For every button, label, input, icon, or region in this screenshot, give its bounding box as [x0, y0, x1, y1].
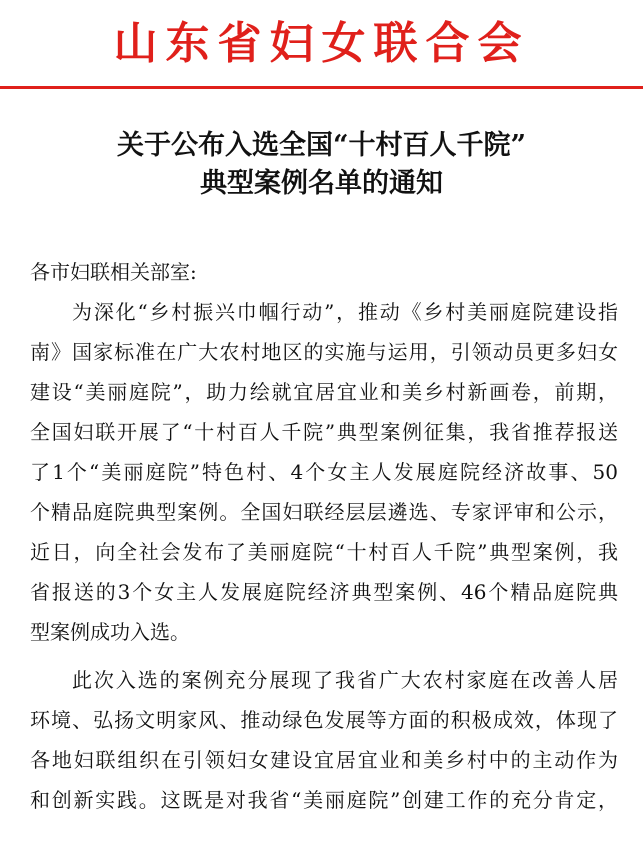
paragraph-line: 建设“美丽庭院”，助力绘就宜居宜业和美乡村新画卷，前期，	[30, 380, 618, 404]
paragraph-line: 为深化“乡村振兴巾帼行动”，推动《乡村美丽庭院建设指	[72, 300, 618, 324]
paragraph-line: 省报送的3个女主人发展庭院经济典型案例、46个精品庭院典	[30, 580, 618, 604]
paragraph-line: 环境、弘扬文明家风、推动绿色发展等方面的积极成效，体现了	[30, 708, 618, 732]
document-title-line-1: 关于公布入选全国“十村百人千院”	[116, 130, 527, 161]
paragraph-line: 各地妇联组织在引领妇女建设宜居宜业和美乡村中的主动作为	[30, 748, 618, 772]
paragraph-line: 型案例成功入选。	[30, 620, 190, 644]
paragraph-line: 此次入选的案例充分展现了我省广大农村家庭在改善人居	[72, 668, 618, 692]
letterhead-org-name: 山东省妇女联合会	[113, 18, 530, 69]
paragraph-line: 了1个“美丽庭院”特色村、4个女主人发展庭院经济故事、50	[30, 460, 618, 484]
paragraph-line: 南》国家标准在广大农村地区的实施与运用，引领动员更多妇女	[30, 340, 618, 364]
salutation: 各市妇联相关部室:	[30, 260, 197, 284]
paragraph-line: 和创新实践。这既是对我省“美丽庭院”创建工作的充分肯定，	[30, 788, 618, 812]
paragraph-line: 个精品庭院典型案例。全国妇联经层层遴选、专家评审和公示，	[30, 500, 618, 524]
document-title-line-2: 典型案例名单的通知	[200, 168, 443, 199]
paragraph-line: 全国妇联开展了“十村百人千院”典型案例征集，我省推荐报送	[30, 420, 618, 444]
paragraph-line: 近日，向全社会发布了美丽庭院“十村百人千院”典型案例，我	[30, 540, 618, 564]
letterhead-red-rule	[0, 86, 643, 89]
